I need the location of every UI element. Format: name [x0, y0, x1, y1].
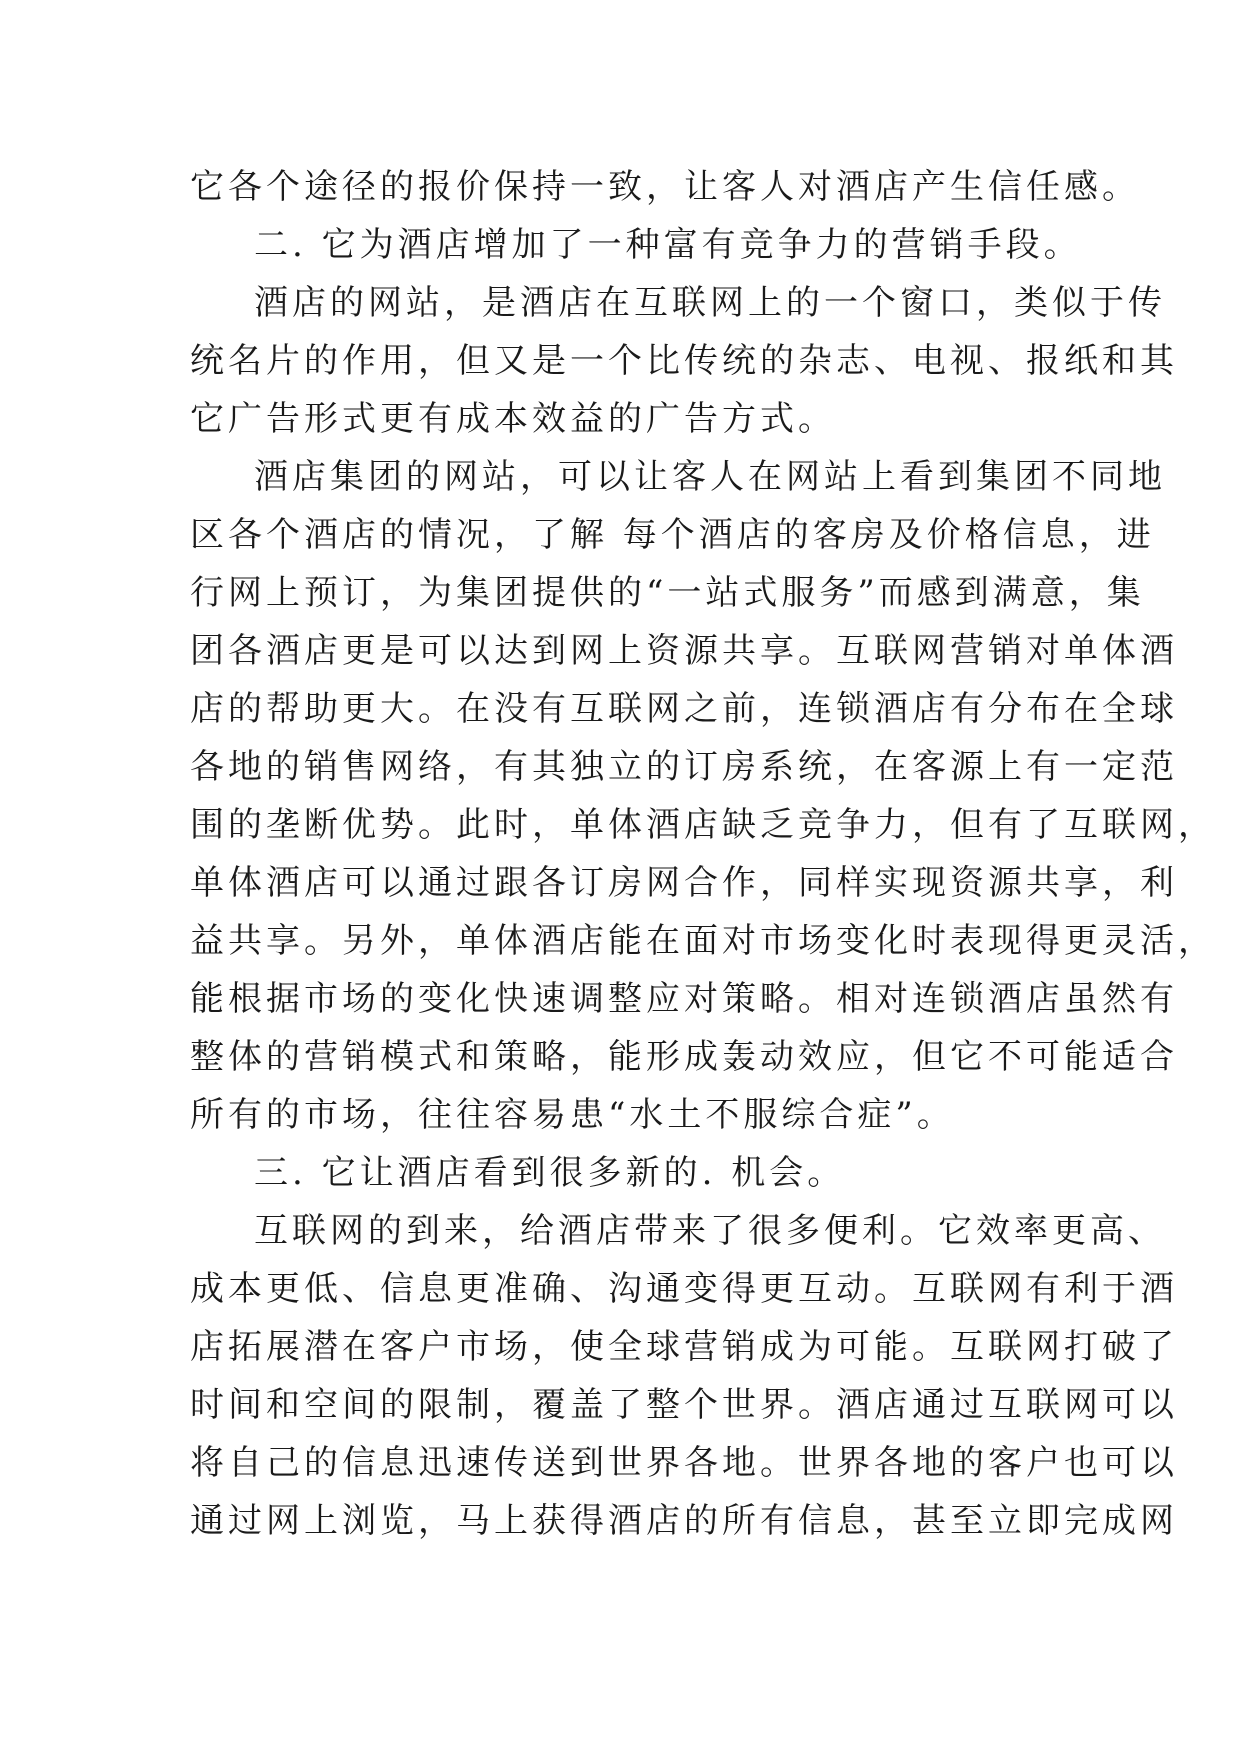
text-line: 益共享。另外，单体酒店能在面对市场变化时表现得更灵活， [190, 921, 1216, 961]
text-line: 围的垄断优势。此时，单体酒店缺乏竞争力，但有了互联网， [190, 805, 1216, 845]
text-line: 团各酒店更是可以达到网上资源共享。互联网营销对单体酒 [190, 631, 1178, 671]
text-line: 行网上预订，为集团提供的“一站式服务”而感到满意，集 [190, 573, 1145, 613]
text-line: 互联网的到来，给酒店带来了很多便利。它效率更高、 [254, 1211, 1166, 1251]
body-text [190, 158, 1216, 1550]
text-line: 成本更低、信息更准确、沟通变得更互动。互联网有利于酒 [190, 1269, 1178, 1309]
text-line: 统名片的作用，但又是一个比传统的杂志、电视、报纸和其 [190, 341, 1178, 381]
text-line: 时间和空间的限制，覆盖了整个世界。酒店通过互联网可以 [190, 1385, 1178, 1425]
text-line: 酒店集团的网站，可以让客人在网站上看到集团不同地 [254, 457, 1166, 497]
section-heading: 二. 它为酒店增加了一种富有竞争力的营销手段。 [254, 225, 1082, 265]
text-line: 将自己的信息迅速传送到世界各地。世界各地的客户也可以 [190, 1443, 1178, 1483]
text-line: 能根据市场的变化快速调整应对策略。相对连锁酒店虽然有 [190, 979, 1178, 1019]
section-heading: 三. 它让酒店看到很多新的. 机会。 [254, 1153, 846, 1193]
text-line: 整体的营销模式和策略，能形成轰动效应，但它不可能适合 [190, 1037, 1178, 1077]
text-line: 各地的销售网络，有其独立的订房系统，在客源上有一定范 [190, 747, 1178, 787]
text-line: 店的帮助更大。在没有互联网之前，连锁酒店有分布在全球 [190, 689, 1178, 729]
text-line: 单体酒店可以通过跟各订房网合作，同样实现资源共享，利 [190, 863, 1178, 903]
text-line: 通过网上浏览，马上获得酒店的所有信息，甚至立即完成网 [190, 1501, 1178, 1541]
text-line: 店拓展潜在客户市场，使全球营销成为可能。互联网打破了 [190, 1327, 1178, 1367]
text-line: 区各个酒店的情况，了解 每个酒店的客房及价格信息，进 [190, 515, 1155, 555]
text-line: 它各个途径的报价保持一致，让客人对酒店产生信任感。 [190, 167, 1140, 207]
text-line: 酒店的网站，是酒店在互联网上的一个窗口，类似于传 [254, 283, 1166, 323]
text-line: 所有的市场，往往容易患“水土不服综合症”。 [190, 1095, 955, 1135]
text-line: 它广告形式更有成本效益的广告方式。 [190, 399, 836, 439]
